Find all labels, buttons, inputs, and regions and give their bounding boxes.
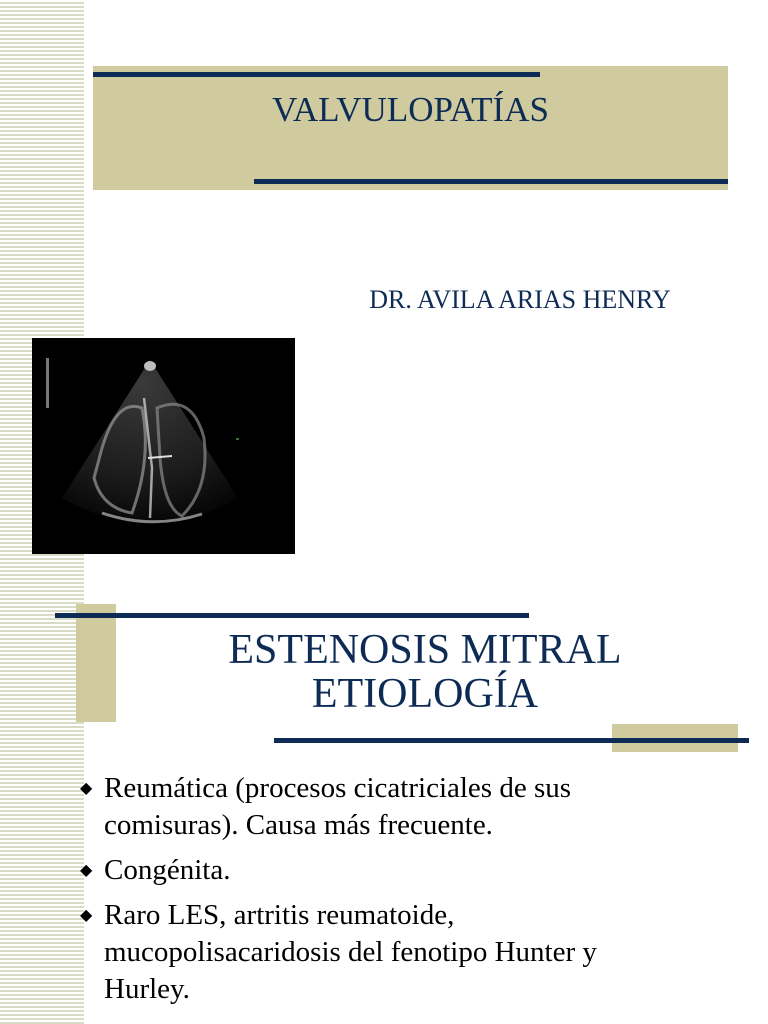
slide-title-line: ETIOLOGÍA (311, 671, 539, 717)
slide-title (140, 628, 710, 716)
bullet-list (78, 770, 758, 1016)
echocardiogram-image (32, 338, 295, 554)
diamond-bullet-icon: ◆ (80, 780, 93, 797)
bullet-text: Congénita. (104, 854, 231, 886)
title-top-rule (93, 72, 540, 77)
bullet-item (78, 852, 758, 889)
slide-title-line: ESTENOSIS MITRAL (228, 627, 622, 673)
diamond-bullet-icon: ◆ (80, 907, 93, 924)
bullet-text: Raro LES, artritis reumatoide, (104, 899, 455, 931)
title-bottom-rule (254, 179, 728, 184)
title-bottom-rule (274, 738, 749, 743)
diamond-bullet-icon: ◆ (80, 862, 93, 879)
bullet-text: Reumática (procesos cicatriciales de sus (104, 772, 572, 804)
bullet-text: mucopolisacaridosis del fenotipo Hunter y (104, 936, 597, 968)
bullet-item (78, 770, 758, 844)
slide-title: VALVULOPATÍAS (272, 90, 549, 129)
bullet-text: comisuras). Causa más frecuente. (104, 809, 493, 841)
presenter-name: DR. AVILA ARIAS HENRY (369, 285, 671, 314)
bullet-text: Hurley. (104, 973, 190, 1005)
title-top-rule (55, 613, 529, 618)
bullet-item (78, 897, 758, 1008)
decorative-block (76, 604, 116, 722)
